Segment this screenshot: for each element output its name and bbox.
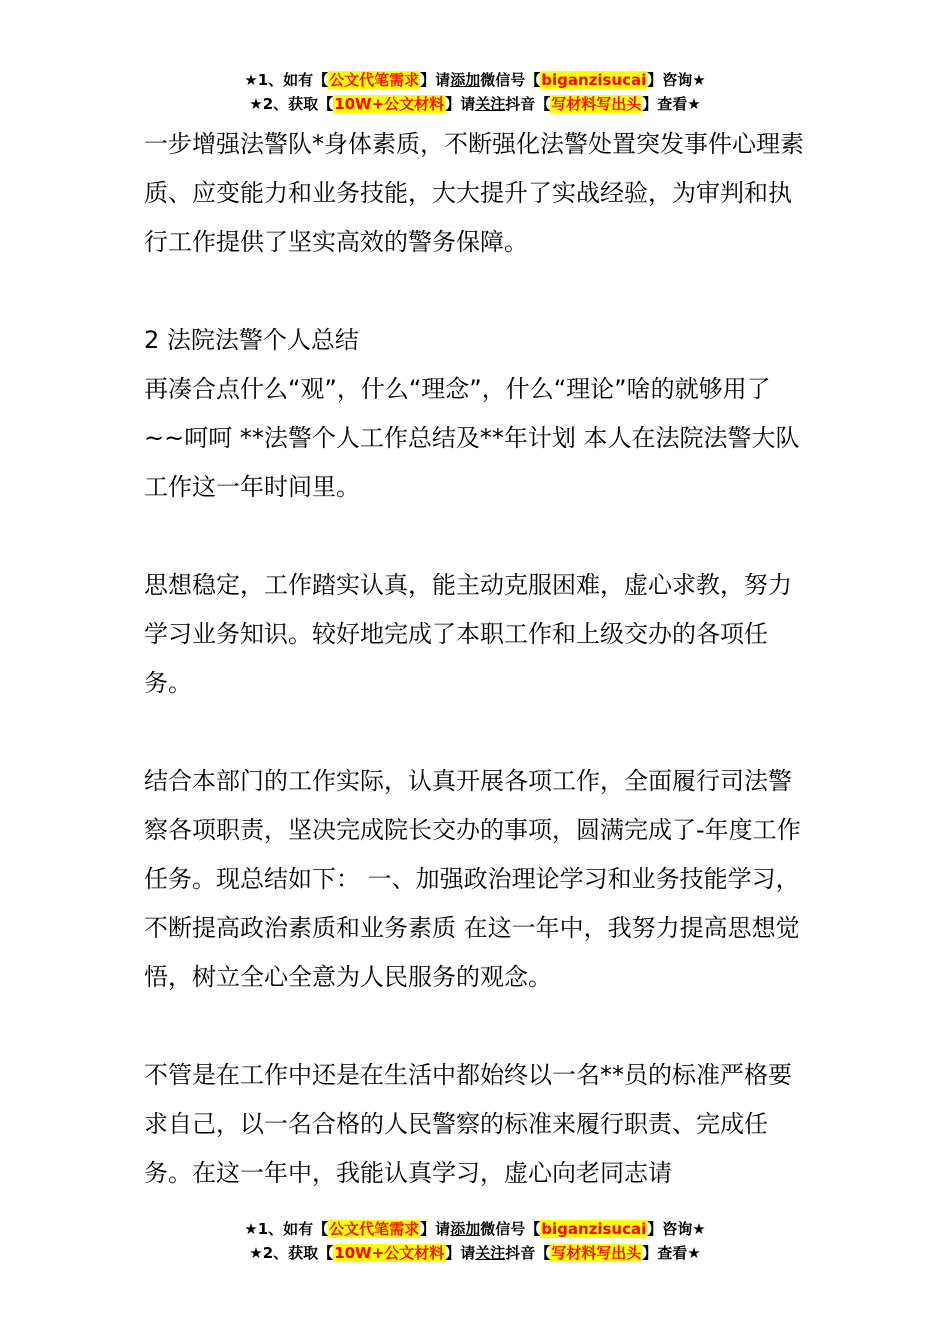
banner-text: ★1、如有【 — [244, 71, 329, 89]
banner-line-1 — [0, 1217, 950, 1241]
banner-underlined-text: 关注 — [475, 1244, 506, 1262]
banner-text: 】请 — [445, 95, 476, 113]
highlight-wechat-id: biganzisucai — [541, 71, 647, 89]
banner-underlined-text: 添加 — [450, 71, 481, 89]
footer-banner — [0, 1217, 950, 1265]
banner-text: 】查看★ — [642, 95, 701, 113]
banner-text: 】咨询★ — [647, 71, 706, 89]
highlight-service: 公文代笔需求 — [329, 1220, 420, 1238]
banner-text: 微信号【 — [480, 71, 541, 89]
highlight-douyin-id: 写材料写出头 — [551, 95, 642, 113]
header-banner — [0, 68, 950, 116]
banner-text: 抖音【 — [505, 1244, 551, 1262]
banner-line-2 — [0, 1241, 950, 1265]
document-body — [144, 120, 808, 1198]
paragraph-1: 一步增强法警队*身体素质，不断强化法警处置突发事件心理素质、应变能力和业务技能，大大提升了实战经验，为审判和执行工作提供了坚实高效的警务保障。 — [144, 130, 804, 256]
banner-text: 】咨询★ — [647, 1220, 706, 1238]
banner-line-2 — [0, 92, 950, 116]
highlight-materials: 10W+公文材料 — [334, 1244, 445, 1262]
banner-text: 】查看★ — [642, 1244, 701, 1262]
banner-text: 抖音【 — [505, 95, 551, 113]
banner-text: ★2、获取【 — [249, 1244, 334, 1262]
paragraph-4: 结合本部门的工作实际，认真开展各项工作，全面履行司法警察各项职责，坚决完成院长交办的事项，圆满完成了-年度工作任务。现总结如下： 一、加强政治理论学习和业务技能学习，不断提高政治素质和业务素质 在这一年中，我努力提高思想觉悟，树立全心全意为人民服务的观念。 — [144, 767, 801, 991]
highlight-wechat-id: biganzisucai — [541, 1220, 647, 1238]
highlight-service: 公文代笔需求 — [329, 71, 420, 89]
paragraph-2: 再凑合点什么“观”，什么“理念”，什么“理论”啥的就够用了~~呵呵 **法警个人工作总结及**年计划 本人在法院法警大队工作这一年时间里。 — [144, 375, 800, 501]
section-heading: 2 法院法警个人总结 — [144, 326, 359, 354]
highlight-douyin-id: 写材料写出头 — [551, 1244, 642, 1262]
banner-underlined-text: 关注 — [475, 95, 506, 113]
banner-text: ★2、获取【 — [249, 95, 334, 113]
paragraph-3: 思想稳定，工作踏实认真，能主动克服困难，虚心求教，努力学习业务知识。较好地完成了本职工作和上级交办的各项任务。 — [144, 571, 792, 697]
highlight-materials: 10W+公文材料 — [334, 95, 445, 113]
banner-line-1 — [0, 68, 950, 92]
banner-text: 微信号【 — [480, 1220, 541, 1238]
banner-underlined-text: 添加 — [450, 1220, 481, 1238]
banner-text: ★1、如有【 — [244, 1220, 329, 1238]
banner-text: 】请 — [420, 71, 451, 89]
banner-text: 】请 — [420, 1220, 451, 1238]
banner-text: 】请 — [445, 1244, 476, 1262]
paragraph-5: 不管是在工作中还是在生活中都始终以一名**员的标准严格要求自己，以一名合格的人民警察的标准来履行职责、完成任务。在这一年中，我能认真学习，虚心向老同志请 — [144, 1061, 792, 1187]
